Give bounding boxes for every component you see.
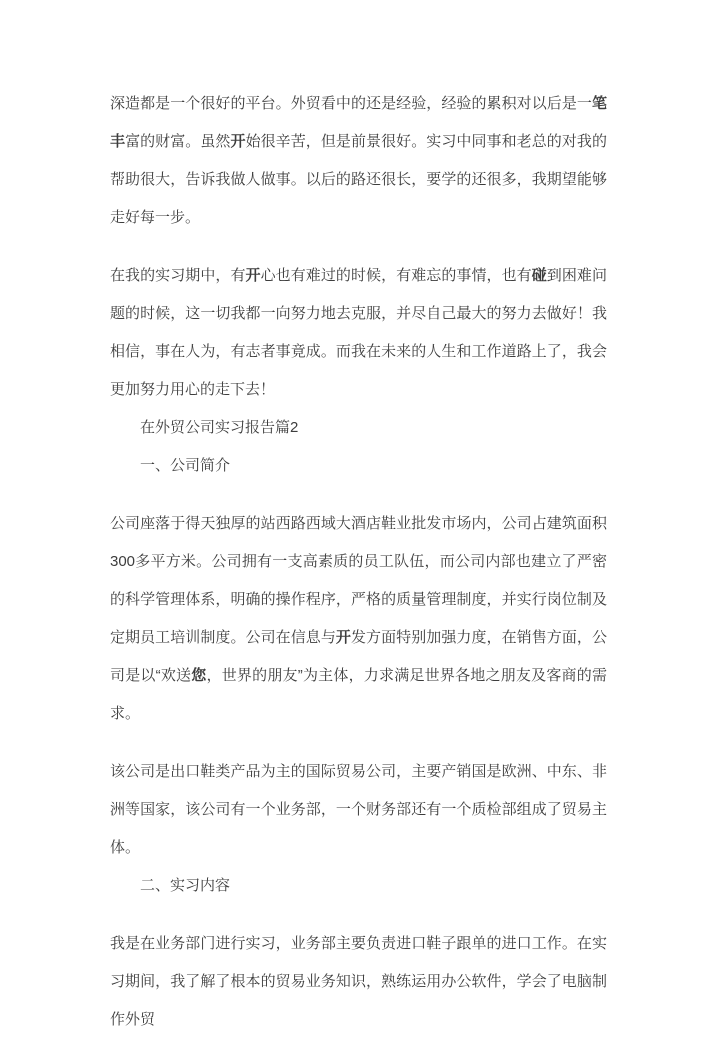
text-run: 公司座落于得天独厚的站西路西域大酒店鞋业批发市场内，公司占建筑面积300多平方米。公司拥有一支高素质的员工队伍，而公司内部也建立了严密的科学管理体系，明确的操作程序，严格的质量管理制度，并实行岗位制及定期员工培训制度。公司在信息与 <box>110 515 607 646</box>
section-heading-2 <box>110 867 607 905</box>
text-run: 到困难问题的时候，这一切我都一向努力地去克服，并尽自己最大的努力去做好！我相信，事在人为，有志者事竟成。而我在未来的人生和工作道路上了，我会更加努力用心的走下去！ <box>110 267 607 398</box>
text-run: 该公司是出口鞋类产品为主的国际贸易公司，主要产销国是欧洲、中东、非洲等国家，该公司有一个业务部，一个财务部还有一个质检部组成了贸易主体。 <box>110 763 607 856</box>
text-run: 发方面特别加强力度，在销售方面，公司是以“欢送 <box>110 629 607 684</box>
paragraph-3 <box>110 505 607 733</box>
bold-text-run: 开 <box>245 267 261 284</box>
paragraph-4 <box>110 753 607 867</box>
text-run: 在我的实习期中，有 <box>110 267 246 284</box>
paragraph-2 <box>110 257 607 409</box>
section-heading-1 <box>110 447 607 485</box>
paragraph-1 <box>110 85 607 237</box>
bold-text-run: 您 <box>191 667 207 684</box>
text-run: 我是在业务部门进行实习，业务部主要负责进口鞋子跟单的进口工作。在实习期间，我了解了根本的贸易业务知识，熟练运用办公软件，学会了电脑制作外贸 <box>110 935 607 1028</box>
text-run: 心也有难过的时候，有难忘的事情，也有 <box>260 267 532 284</box>
text-run: 深造都是一个很好的平台。外贸看中的还是经验，经验的累积对以后是一 <box>110 95 592 112</box>
bold-text-run: 碰 <box>531 267 547 284</box>
bold-text-run: 开 <box>335 629 351 646</box>
text-run: ，世界的朋友”为主体，力求满足世界各地之朋友及客商的需求。 <box>110 667 607 722</box>
paragraph-5 <box>110 925 607 1039</box>
bold-text-run: 开 <box>230 133 246 150</box>
text-run: 二、实习内容 <box>140 877 231 894</box>
text-run: 始很辛苦，但是前景很好。实习中同事和老总的对我的帮助很大，告诉我做人做事。以后的路还很长，要学的还很多，我期望能够走好每一步。 <box>110 133 607 226</box>
text-run: 富的财富。虽然 <box>125 133 231 150</box>
document-text-column <box>110 85 607 1039</box>
bold-text-run: 笔丰 <box>110 95 607 150</box>
text-run: 一、公司简介 <box>140 457 231 474</box>
text-run: 在外贸公司实习报告篇2 <box>140 419 299 436</box>
report-title-line <box>110 409 607 447</box>
